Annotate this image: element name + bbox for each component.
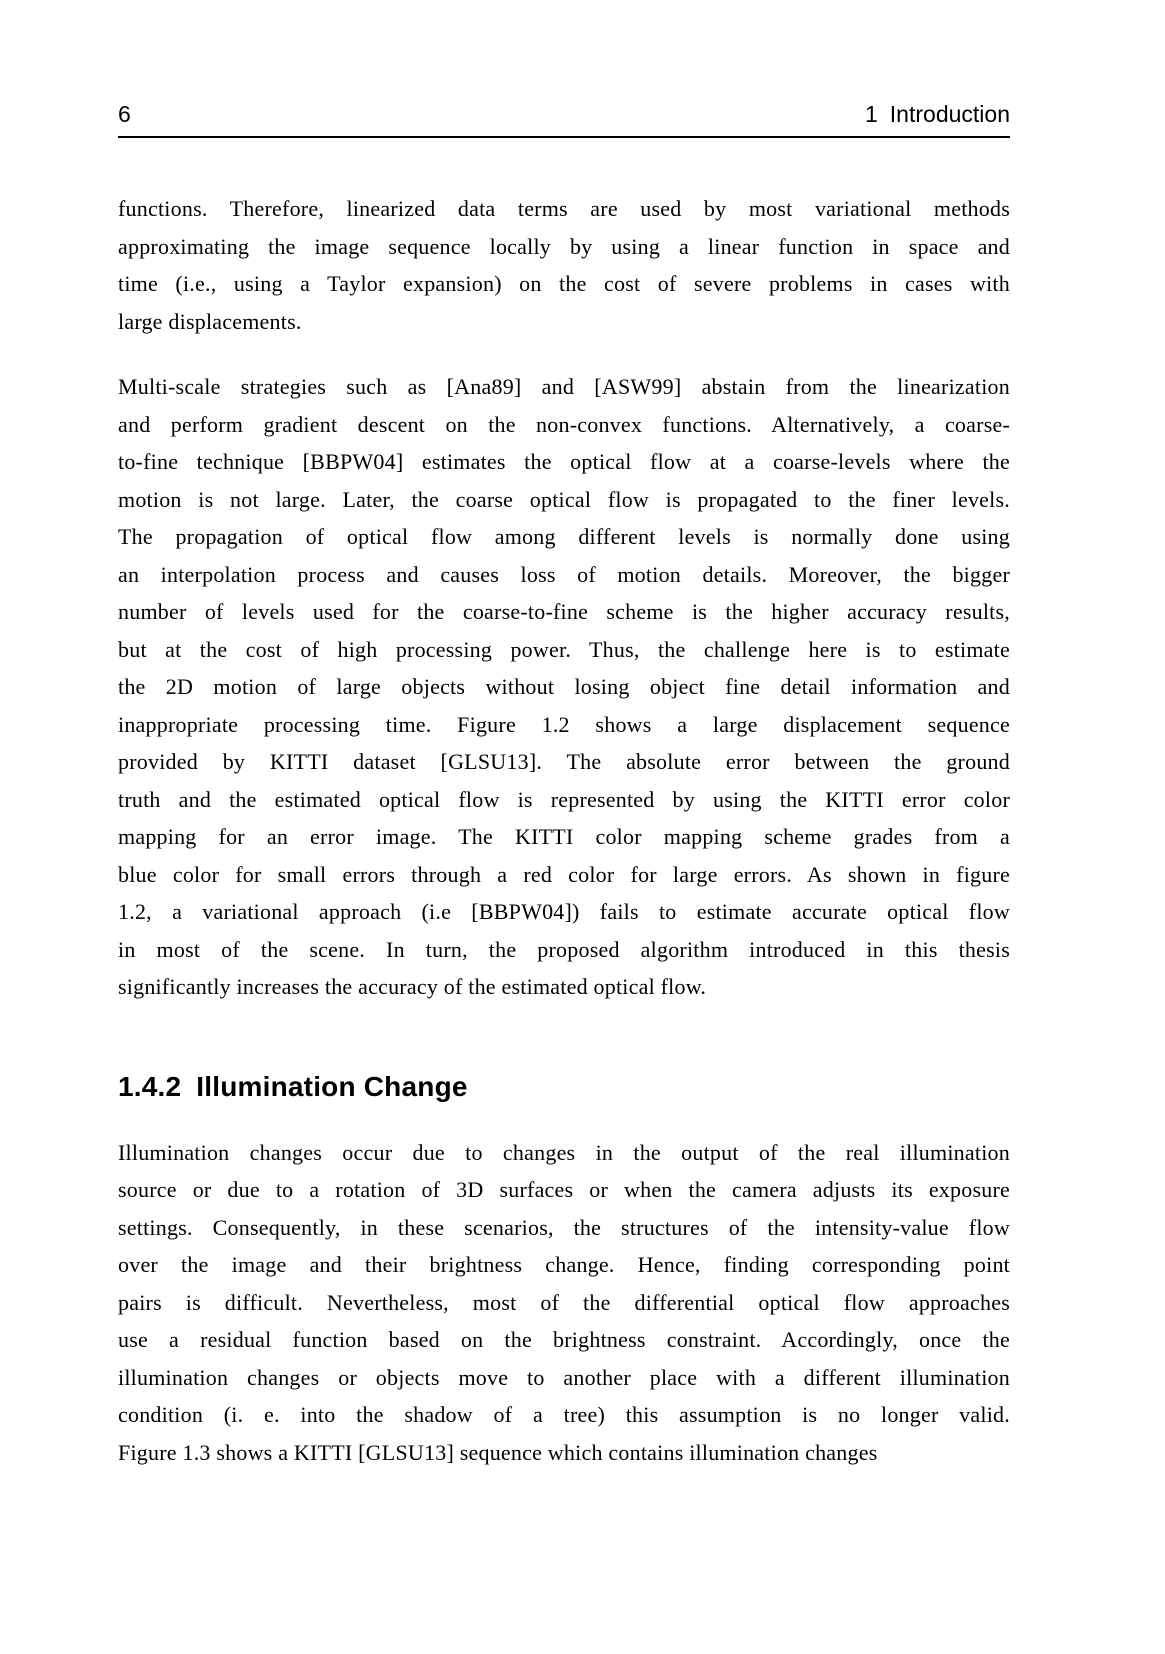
text-line: Multi-scale strategies such as [Ana89] and [ASW99] abstain from the linearization <box>118 374 1010 399</box>
text-line: truth and the estimated optical flow is represented by using the KITTI error color <box>118 786 1010 812</box>
section-heading <box>118 1070 1010 1104</box>
text-line: and perform gradient descent on the non-convex functions. Alternatively, a coarse- <box>118 411 1010 437</box>
text-line: in most of the scene. In turn, the proposed algorithm introduced in this thesis <box>118 936 1010 962</box>
page-number: 6 <box>118 101 131 127</box>
text-line: approximating the image sequence locally by using a linear function in space and <box>118 233 1010 259</box>
text-line: The propagation of optical flow among different levels is normally done using <box>118 524 1010 549</box>
text-line: but at the cost of high processing power. Thus, the challenge here is to estimate <box>118 636 1010 662</box>
text-line: number of levels used for the coarse-to-fine scheme is the higher accuracy results, <box>118 599 1010 624</box>
text-line: to-fine technique [BBPW04] estimates the optical flow at a coarse-levels where the <box>118 449 1010 474</box>
text-line: mapping for an error image. The KITTI color mapping scheme grades from a <box>118 824 1010 849</box>
text-line: functions. Therefore, linearized data terms are used by most variational methods <box>118 196 1010 221</box>
chapter-number: 1 <box>865 101 878 127</box>
text-line: an interpolation process and causes loss of motion details. Moreover, the bigger <box>118 561 1010 587</box>
text-line: over the image and their brightness change. Hence, finding corresponding point <box>118 1252 1010 1277</box>
text-line: large displacements. <box>118 308 302 334</box>
text-line: time (i.e., using a Taylor expansion) on the cost of severe problems in cases with <box>118 271 1010 296</box>
page-header <box>118 101 1010 138</box>
page-body <box>118 190 1010 1499</box>
text-line: 1.2, a variational approach (i.e [BBPW04]) fails to estimate accurate optical flow <box>118 899 1010 924</box>
text-line: pairs is difficult. Nevertheless, most of the differential optical flow approaches <box>118 1289 1010 1315</box>
text-line: illumination changes or objects move to another place with a different illumination <box>118 1364 1010 1390</box>
running-chapter-heading <box>865 101 1010 128</box>
text-line: significantly increases the accuracy of the estimated optical flow. <box>118 974 707 999</box>
text-line: Figure 1.3 shows a KITTI [GLSU13] sequence which contains illumination changes <box>118 1439 878 1465</box>
text-line: the 2D motion of large objects without losing object fine detail information and <box>118 674 1010 699</box>
text-line: condition (i. e. into the shadow of a tree) this assumption is no longer valid. <box>118 1402 1010 1427</box>
text-line: settings. Consequently, in these scenarios, the structures of the intensity-value flow <box>118 1214 1010 1240</box>
paragraph-multi-scale-strategies <box>118 368 1010 1006</box>
section-title: Illumination Change <box>196 1070 468 1102</box>
paragraph-illumination-changes <box>118 1134 1010 1472</box>
text-line: blue color for small errors through a red color for large errors. As shown in figure <box>118 861 1010 887</box>
chapter-title: Introduction <box>889 101 1010 127</box>
paragraph-large-displacements <box>118 190 1010 340</box>
text-line: source or due to a rotation of 3D surfaces or when the camera adjusts its exposure <box>118 1177 1010 1202</box>
text-line: motion is not large. Later, the coarse optical flow is propagated to the finer levels. <box>118 486 1010 512</box>
text-line: Illumination changes occur due to changes in the output of the real illumination <box>118 1139 1010 1165</box>
text-line: use a residual function based on the brightness constraint. Accordingly, once the <box>118 1327 1010 1352</box>
section-number: 1.4.2 <box>118 1070 182 1102</box>
text-line: inappropriate processing time. Figure 1.2 shows a large displacement sequence <box>118 711 1010 737</box>
text-line: provided by KITTI dataset [GLSU13]. The absolute error between the ground <box>118 749 1010 774</box>
